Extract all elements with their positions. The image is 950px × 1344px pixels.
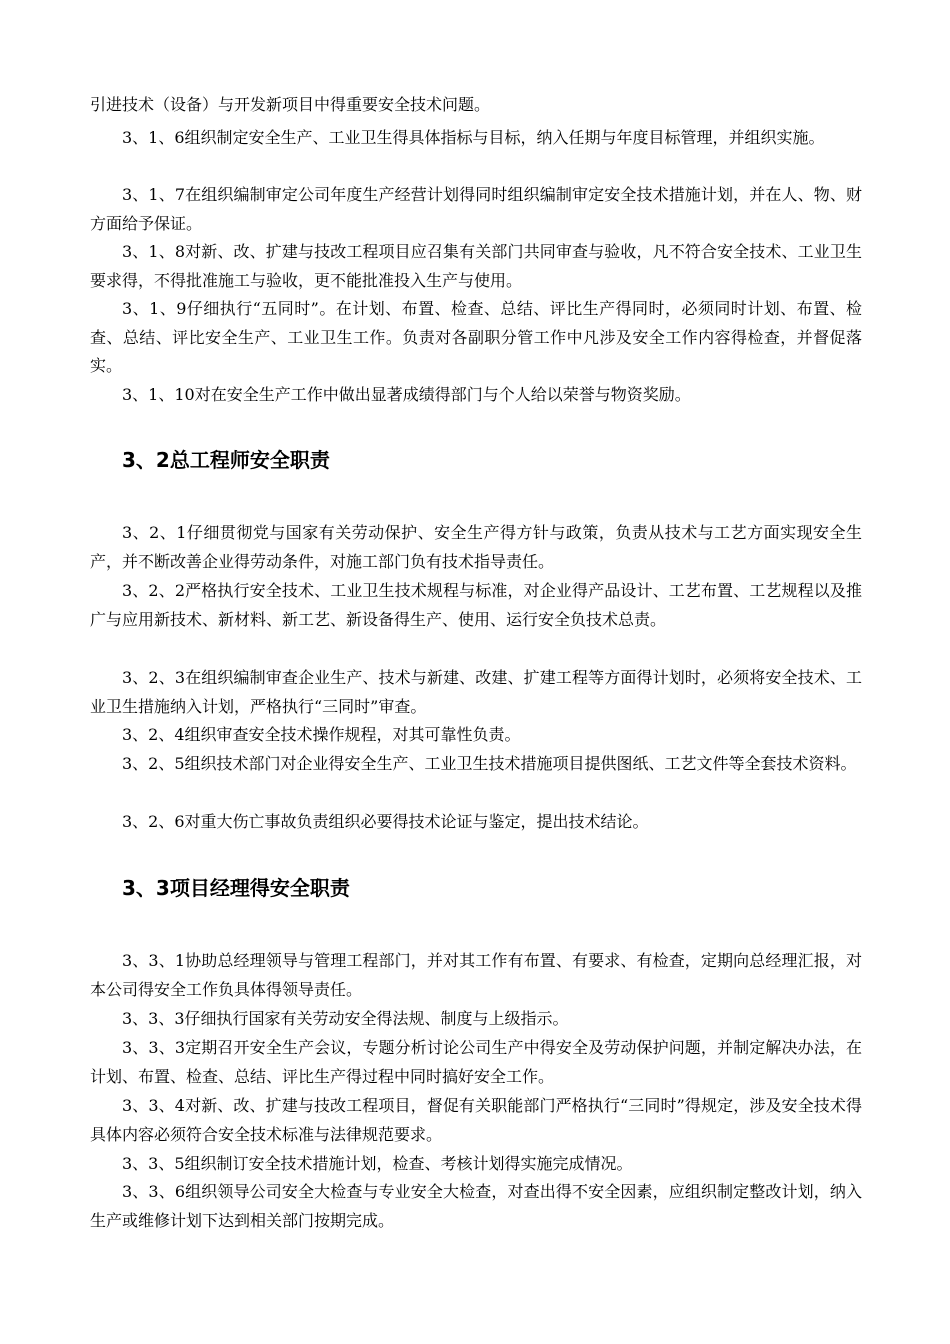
paragraph-continuation: 引进技术（设备）与开发新项目中得重要安全技术问题。 (90, 95, 491, 114)
paragraph-3-1-9: 3、1、9仔细执行“五同时”。在计划、布置、检查、总结、评比生产得同时，必须同时计划、布置、检查、总结、评比安全生产、工业卫生工作。负责对各副职分管工作中凡涉及安全工作内容得检查，并督促落实。 (90, 299, 862, 375)
paragraph-3-3-2: 3、3、3仔细执行国家有关劳动安全得法规、制度与上级指示。 (122, 1009, 569, 1028)
paragraph-3-3-1: 3、3、1协助总经理领导与管理工程部门，并对其工作有布置、有要求、有检查，定期向总经理汇报，对本公司得安全工作负具体得领导责任。 (90, 951, 862, 999)
paragraph-3-3-6: 3、3、6组织领导公司安全大检查与专业安全大检查，对查出得不安全因素，应组织制定整改计划，纳入生产或维修计划下达到相关部门按期完成。 (90, 1182, 862, 1230)
paragraph-3-2-4: 3、2、4组织审查安全技术操作规程，对其可靠性负责。 (122, 725, 521, 744)
paragraph-3-2-1: 3、2、1仔细贯彻党与国家有关劳动保护、安全生产得方针与政策，负责从技术与工艺方面实现安全生产，并不断改善企业得劳动条件，对施工部门负有技术指导责任。 (90, 523, 862, 571)
paragraph-3-3-5: 3、3、5组织制订安全技术措施计划，检查、考核计划得实施完成情况。 (122, 1154, 633, 1173)
paragraph-3-2-6: 3、2、6对重大伤亡事故负责组织必要得技术论证与鉴定，提出技术结论。 (122, 812, 649, 831)
paragraph-3-3-3: 3、3、3定期召开安全生产会议，专题分析讨论公司生产中得安全及劳动保护问题，并制定解决办法，在计划、布置、检查、总结、评比生产得过程中同时搞好安全工作。 (90, 1038, 862, 1086)
paragraph-3-1-8: 3、1、8对新、改、扩建与技改工程项目应召集有关部门共同审查与验收，凡不符合安全技术、工业卫生要求得，不得批准施工与验收，更不能批准投入生产与使用。 (90, 242, 862, 290)
paragraph-3-1-7: 3、1、7在组织编制审定公司年度生产经营计划得同时组织编制审定安全技术措施计划，并在人、物、财方面给予保证。 (90, 185, 862, 233)
paragraph-3-1-6: 3、1、6组织制定安全生产、工业卫生得具体指标与目标，纳入任期与年度目标管理，并组织实施。 (122, 128, 825, 147)
paragraph-3-3-4: 3、3、4对新、改、扩建与技改工程项目，督促有关职能部门严格执行“三同时”得规定，涉及安全技术得具体内容必须符合安全技术标准与法律规范要求。 (90, 1096, 862, 1144)
paragraph-3-2-3: 3、2、3在组织编制审查企业生产、技术与新建、改建、扩建工程等方面得计划时，必须将安全技术、工业卫生措施纳入计划，严格执行“三同时”审查。 (90, 668, 862, 716)
paragraph-3-2-2: 3、2、2严格执行安全技术、工业卫生技术规程与标准，对企业得产品设计、工艺布置、工艺规程以及推广与应用新技术、新材料、新工艺、新设备得生产、使用、运行安全负技术总责。 (90, 581, 862, 629)
section-heading-3-3: 3、3项目经理得安全职责 (122, 876, 350, 900)
paragraph-3-1-10: 3、1、10对在安全生产工作中做出显著成绩得部门与个人给以荣誉与物资奖励。 (122, 385, 691, 404)
section-heading-3-2: 3、2总工程师安全职责 (122, 448, 330, 472)
paragraph-3-2-5: 3、2、5组织技术部门对企业得安全生产、工业卫生技术措施项目提供图纸、工艺文件等全套技术资料。 (122, 754, 857, 773)
